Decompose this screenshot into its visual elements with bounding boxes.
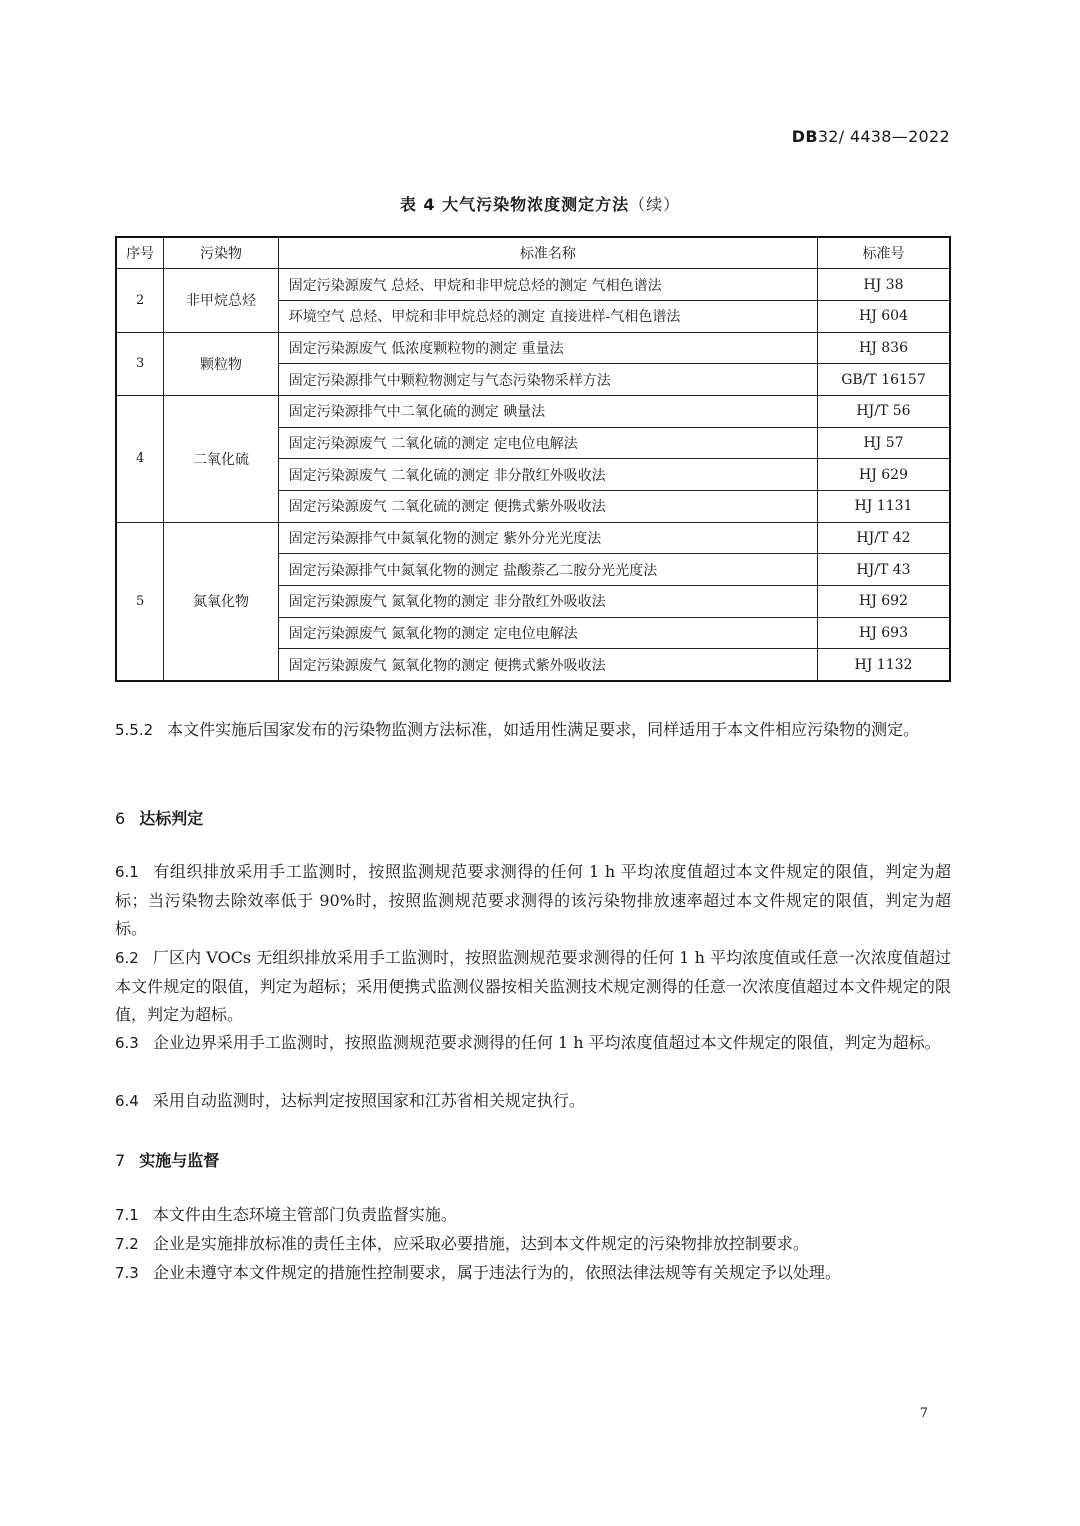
document-code: DB32/ 4438—2022 [791, 127, 950, 146]
standard-name-cell: 环境空气 总烃、甲烷和非甲烷总烃的测定 直接进样-气相色谱法 [278, 300, 817, 332]
standard-code-cell: HJ 38 [817, 269, 950, 301]
standard-name-cell: 固定污染源废气 氮氧化物的测定 便携式紫外吸收法 [278, 649, 817, 681]
standard-name-cell: 固定污染源排气中氮氧化物的测定 盐酸萘乙二胺分光光度法 [278, 554, 817, 586]
clause-6-1: 6.1 有组织排放采用手工监测时，按照监测规范要求测得的任何 1 h 平均浓度值超过本文件规定的限值，判定为超标；当污染物去除效率低于 90%时，按照监测规范要求测得的该污染物排放速率超过本文件规定的限值，判定为超标。 [115, 862, 951, 938]
clause-6-3: 6.3 企业边界采用手工监测时，按照监测规范要求测得的任何 1 h 平均浓度值超过本文件规定的限值，判定为超标。 [115, 1033, 941, 1052]
header-seq: 序号 [116, 237, 164, 269]
standard-code-cell: HJ 1131 [817, 491, 950, 523]
standard-name-cell: 固定污染源废气 二氧化硫的测定 非分散红外吸收法 [278, 459, 817, 491]
standard-name-cell: 固定污染源废气 二氧化硫的测定 便携式紫外吸收法 [278, 491, 817, 523]
standard-code-cell: HJ 629 [817, 459, 950, 491]
table-row [116, 332, 950, 364]
table-title: 表 4 大气污染物浓度测定方法（续） [399, 195, 681, 214]
header-standard-name: 标准名称 [278, 237, 817, 269]
section-6-heading: 6 达标判定 [115, 809, 204, 828]
standard-code-cell: HJ/T 43 [817, 554, 950, 586]
table-row [116, 269, 950, 301]
standard-code-cell: HJ/T 42 [817, 522, 950, 554]
header-standard-code: 标准号 [817, 237, 950, 269]
table-header-row [116, 237, 950, 269]
clause-6-2: 6.2 厂区内 VOCs 无组织排放采用手工监测时，按照监测规范要求测得的任何 1 h 平均浓度值或任意一次浓度值超过本文件规定的限值，判定为超标；采用便携式监测仪器按相关监测技术规定测得的任意一次浓度值超过本文件规定的限值，判定为超标。 [115, 948, 951, 1024]
standard-code-cell: HJ 836 [817, 332, 950, 364]
section-7-heading: 7 实施与监督 [115, 1151, 220, 1170]
standard-code-cell: GB/T 16157 [817, 364, 950, 396]
standard-name-cell: 固定污染源排气中二氧化硫的测定 碘量法 [278, 395, 817, 427]
pollutant-cell: 二氧化硫 [164, 395, 278, 522]
clause-7-3: 7.3 企业未遵守本文件规定的措施性控制要求，属于违法行为的，依照法律法规等有关规定予以处理。 [115, 1263, 841, 1282]
clause-5-5-2: 5.5.2 本文件实施后国家发布的污染物监测方法标准，如适用性满足要求，同样适用于本文件相应污染物的测定。 [115, 720, 920, 739]
pollutant-cell: 氮氧化物 [164, 522, 278, 680]
methods-table [115, 236, 951, 682]
table-row [116, 395, 950, 427]
standard-code-cell: HJ/T 56 [817, 395, 950, 427]
standard-name-cell: 固定污染源排气中氮氧化物的测定 紫外分光光度法 [278, 522, 817, 554]
seq-cell: 5 [116, 522, 164, 680]
standard-code-cell: HJ 1132 [817, 649, 950, 681]
standard-name-cell: 固定污染源排气中颗粒物测定与气态污染物采样方法 [278, 364, 817, 396]
table-row [116, 522, 950, 554]
seq-cell: 4 [116, 395, 164, 522]
standard-code-cell: HJ 692 [817, 586, 950, 618]
standard-name-cell: 固定污染源废气 总烃、甲烷和非甲烷总烃的测定 气相色谱法 [278, 269, 817, 301]
pollutant-cell: 非甲烷总烃 [164, 269, 278, 332]
seq-cell: 3 [116, 332, 164, 395]
page-number: 7 [919, 1406, 928, 1421]
pollutant-cell: 颗粒物 [164, 332, 278, 395]
standard-name-cell: 固定污染源废气 低浓度颗粒物的测定 重量法 [278, 332, 817, 364]
seq-cell: 2 [116, 269, 164, 332]
standard-name-cell: 固定污染源废气 氮氧化物的测定 非分散红外吸收法 [278, 586, 817, 618]
clause-7-2: 7.2 企业是实施排放标准的责任主体，应采取必要措施，达到本文件规定的污染物排放控制要求。 [115, 1234, 809, 1253]
standard-name-cell: 固定污染源废气 氮氧化物的测定 定电位电解法 [278, 617, 817, 649]
clause-6-4: 6.4 采用自动监测时，达标判定按照国家和江苏省相关规定执行。 [115, 1091, 585, 1110]
clause-7-1: 7.1 本文件由生态环境主管部门负责监督实施。 [115, 1205, 457, 1224]
header-pollutant: 污染物 [164, 237, 278, 269]
standard-code-cell: HJ 57 [817, 427, 950, 459]
standard-name-cell: 固定污染源废气 二氧化硫的测定 定电位电解法 [278, 427, 817, 459]
standard-code-cell: HJ 693 [817, 617, 950, 649]
standard-code-cell: HJ 604 [817, 300, 950, 332]
